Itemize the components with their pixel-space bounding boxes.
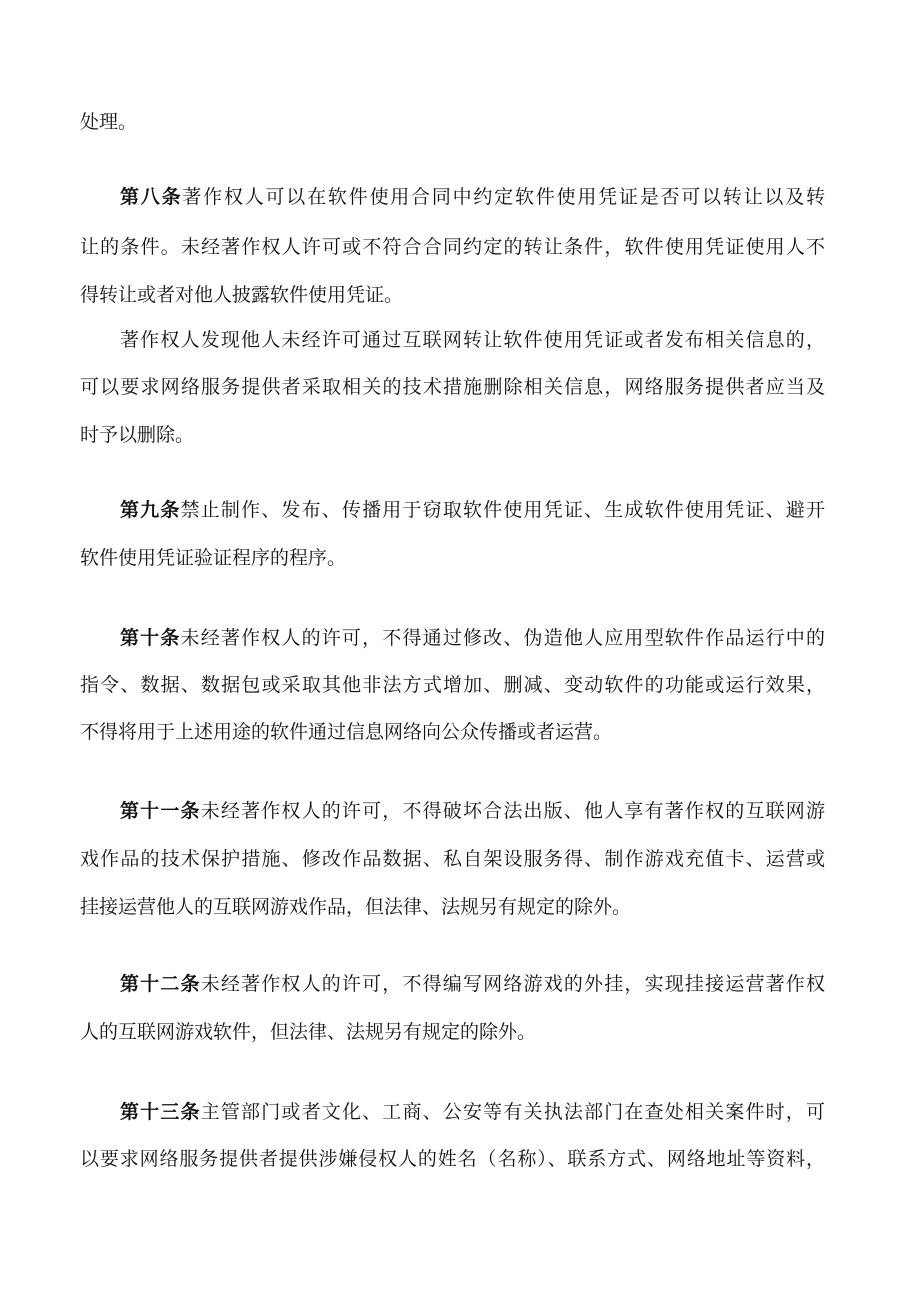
article-heading: 第十三条 [120,1101,201,1123]
line-text: 禁止制作、发布、传播用于窃取软件使用凭证、生成软件使用凭证、避开 [180,499,825,521]
line-text: 指令、数据、数据包或采取其他非法方式增加、删减、变动软件的功能或运行效果， [80,674,825,696]
line-text: 著作权人发现他人未经许可通过互联网转让软件使用凭证或者发布相关信息的， [120,329,825,351]
paragraph-line [80,893,825,921]
line-text: 可以要求网络服务提供者采取相关的技术措施删除相关信息，网络服务提供者应当及 [80,376,825,398]
paragraph-line [120,326,825,354]
paragraph-line [80,373,825,401]
article-10-line [120,624,825,652]
line-text: 人的互联网游戏软件，但法律、法规另有规定的除外。 [80,1021,537,1043]
article-11-line [120,797,825,825]
article-9-line [120,496,825,524]
paragraph-line [80,718,825,746]
paragraph-line [80,233,825,261]
line-text: 以要求网络服务提供者提供涉嫌侵权人的姓名（名称）、联系方式、网络地址等资料， [80,1148,825,1170]
article-12-line [120,970,825,998]
line-text: 处理。 [80,111,138,133]
line-text: 戏作品的技术保护措施、修改作品数据、私自架设服务得、制作游戏充值卡、运营或 [80,848,825,870]
line-text: 未经著作权人的许可，不得编写网络游戏的外挂，实现挂接运营著作权 [200,973,825,995]
article-heading: 第十一条 [120,800,201,822]
paragraph-line [80,281,825,309]
line-text: 挂接运营他人的互联网游戏作品，但法律、法规另有规定的除外。 [80,896,632,918]
line-text: 未经著作权人的许可，不得破坏合法出版、他人享有著作权的互联网游 [200,800,825,822]
paragraph-line [80,544,825,572]
line-text: 不得将用于上述用途的软件通过信息网络向公众传播或者运营。 [80,721,613,743]
paragraph-line [80,671,825,699]
line-text: 得转让或者对他人披露软件使用凭证。 [80,284,404,306]
line-text: 未经著作权人的许可，不得通过修改、伪造他人应用型软件作品运行中的 [180,627,825,649]
paragraph-line [80,108,825,136]
article-13-line [120,1098,825,1126]
line-text: 让的条件。未经著作权人许可或不符合合同约定的转让条件，软件使用凭证使用人不 [80,236,825,258]
paragraph-line [80,1018,825,1046]
article-8-line [120,183,825,211]
line-text: 软件使用凭证验证程序的程序。 [80,547,347,569]
article-heading: 第十条 [120,627,181,649]
article-heading: 第八条 [120,186,183,208]
paragraph-line [80,421,825,449]
article-heading: 第十二条 [120,973,201,995]
paragraph-line [80,1145,825,1173]
article-heading: 第九条 [120,499,181,521]
paragraph-line [80,845,825,873]
line-text: 著作权人可以在软件使用合同中约定软件使用凭证是否可以转让以及转 [182,186,825,208]
line-text: 主管部门或者文化、工商、公安等有关执法部门在查处相关案件时，可 [200,1101,825,1123]
line-text: 时予以删除。 [80,424,195,446]
